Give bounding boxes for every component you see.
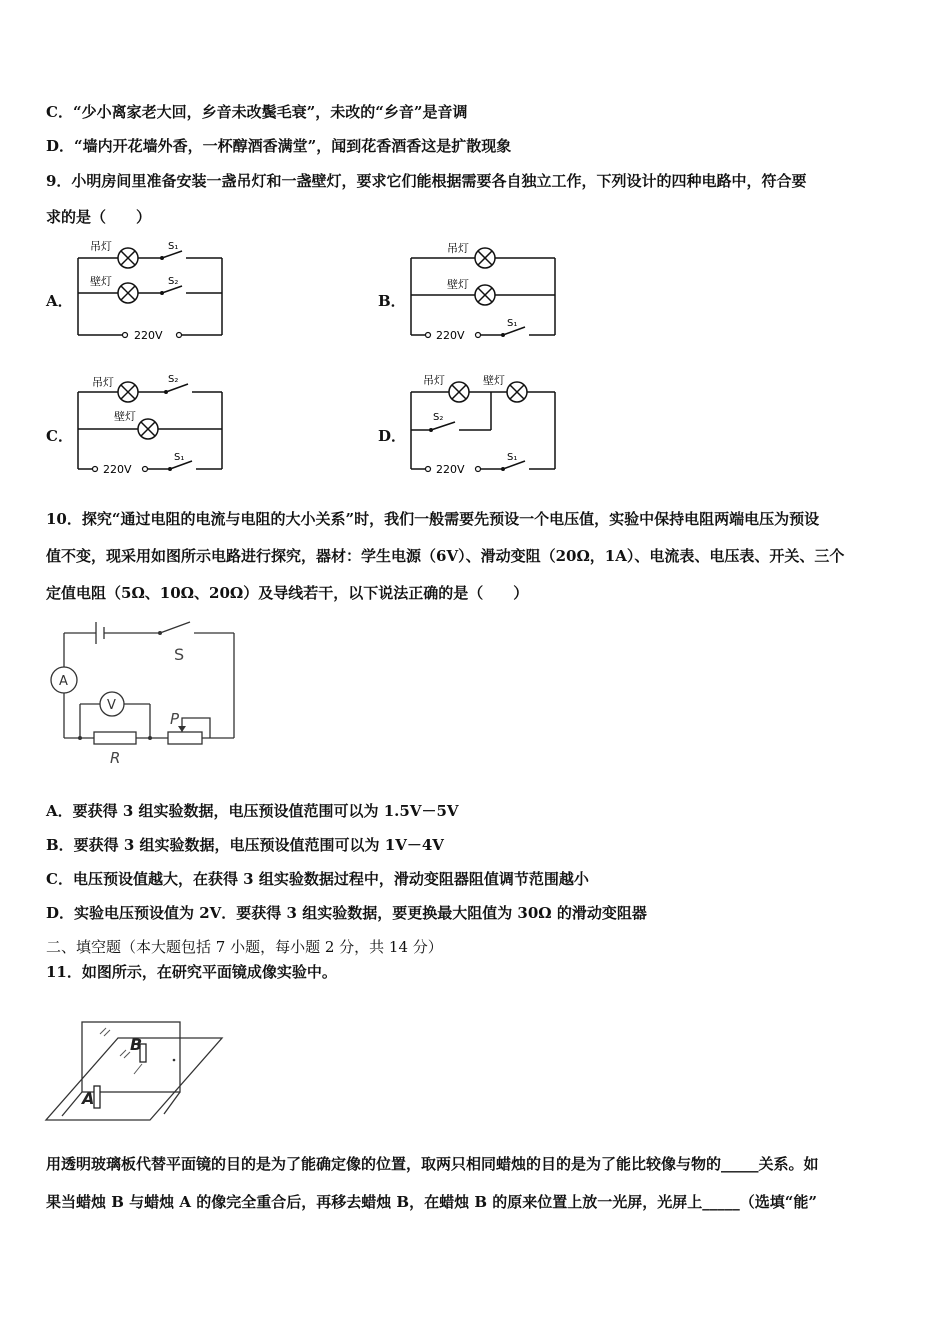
svg-text:吊灯: 吊灯	[92, 376, 114, 389]
q9-stem-line2: 求的是（ ）	[46, 208, 152, 226]
q9-circuit-a	[70, 238, 230, 343]
lamp-icon	[118, 248, 138, 303]
q10-circuit-figure	[44, 618, 244, 768]
svg-text:吊灯: 吊灯	[447, 242, 469, 255]
q9-option-c-label: C．	[46, 427, 73, 445]
q9-option-b-label: B．	[378, 292, 406, 310]
switch-label: S	[174, 645, 185, 664]
lamp2-label: 壁灯	[90, 275, 112, 288]
svg-text:S₂: S₂	[433, 412, 444, 423]
q9-option-a-label: A．	[46, 292, 73, 310]
q10-option-d: D．实验电压预设值为 2V．要获得 3 组实验数据，要更换最大阻值为 30Ω 的滑动变阻器	[46, 904, 647, 922]
voltmeter-label: V	[107, 698, 116, 713]
svg-text:S₁: S₁	[507, 452, 518, 463]
q9-option-d-label: D．	[378, 427, 407, 445]
candle-a-label: A	[82, 1089, 95, 1108]
q10-option-a: A．要获得 3 组实验数据，电压预设值范围可以为 1.5V－5V	[46, 802, 459, 820]
q10-option-b: B．要获得 3 组实验数据，电压预设值范围可以为 1V－4V	[46, 836, 444, 854]
svg-text:S₂: S₂	[168, 374, 179, 385]
q10-stem-line1: 10．探究“通过电阻的电流与电阻的大小关系”时，我们一般需要先预设一个电压值，实验中保持电阻两端电压为预设	[46, 510, 820, 528]
q11-body-line2: 果当蜡烛 B 与蜡烛 A 的像完全重合后，再移去蜡烛 B，在蜡烛 B 的原来位置上放一光屏，光屏上_____（选填“能”	[46, 1193, 817, 1211]
q9-circuit-d	[403, 372, 563, 477]
q9-circuit-b	[403, 238, 563, 343]
svg-text:壁灯: 壁灯	[114, 410, 136, 423]
slider-label: P	[170, 710, 180, 728]
q8-option-c: C．“少小离家老大回，乡音未改鬓毛衰”，未改的“乡音”是音调	[46, 103, 468, 121]
svg-text:220V: 220V	[436, 463, 465, 476]
q8-option-d: D．“墙内开花墙外香，一杯醇酒香满堂”，闻到花香酒香这是扩散现象	[46, 137, 512, 155]
voltage-label: 220V	[134, 329, 163, 342]
svg-text:壁灯: 壁灯	[483, 374, 505, 387]
svg-text:S₁: S₁	[174, 452, 185, 463]
svg-text:壁灯: 壁灯	[447, 278, 469, 291]
s1-label: S₁	[168, 241, 179, 252]
svg-text:220V: 220V	[103, 463, 132, 476]
ammeter-label: A	[59, 674, 68, 689]
section2-title: 二、填空题（本大题包括 7 小题，每小题 2 分，共 14 分）	[46, 938, 443, 956]
s2-label: S₂	[168, 276, 179, 287]
q10-stem-line3: 定值电阻（5Ω、10Ω、20Ω）及导线若干，以下说法正确的是（ ）	[46, 584, 529, 602]
q10-option-c: C．电压预设值越大，在获得 3 组实验数据过程中，滑动变阻器阻值调节范围越小	[46, 870, 589, 888]
q10-stem-line2: 值不变，现采用如图所示电路进行探究，器材：学生电源（6V）、滑动变阻（20Ω，1A）、电流表、电压表、开关、三个	[46, 547, 845, 565]
lamp1-label: 吊灯	[90, 240, 112, 253]
lamp-icon	[475, 248, 495, 305]
svg-text:220V: 220V	[436, 329, 465, 342]
q11-mirror-figure	[42, 1016, 227, 1126]
q11-body-line1: 用透明玻璃板代替平面镜的目的是为了能确定像的位置，取两只相同蜡烛的目的是为了能比较像与物的_____关系。如	[46, 1155, 819, 1173]
q9-circuit-c	[70, 372, 230, 477]
resistor-label: R	[110, 749, 121, 767]
q11-stem: 11．如图所示，在研究平面镜成像实验中。	[46, 963, 337, 981]
svg-text:吊灯: 吊灯	[423, 374, 445, 387]
q9-stem-line1: 9．小明房间里准备安装一盏吊灯和一盏壁灯，要求它们能根据需要各自独立工作，下列设计的四种电路中，符合要	[46, 172, 807, 190]
svg-text:S₁: S₁	[507, 318, 518, 329]
candle-b-label: B	[130, 1035, 143, 1054]
